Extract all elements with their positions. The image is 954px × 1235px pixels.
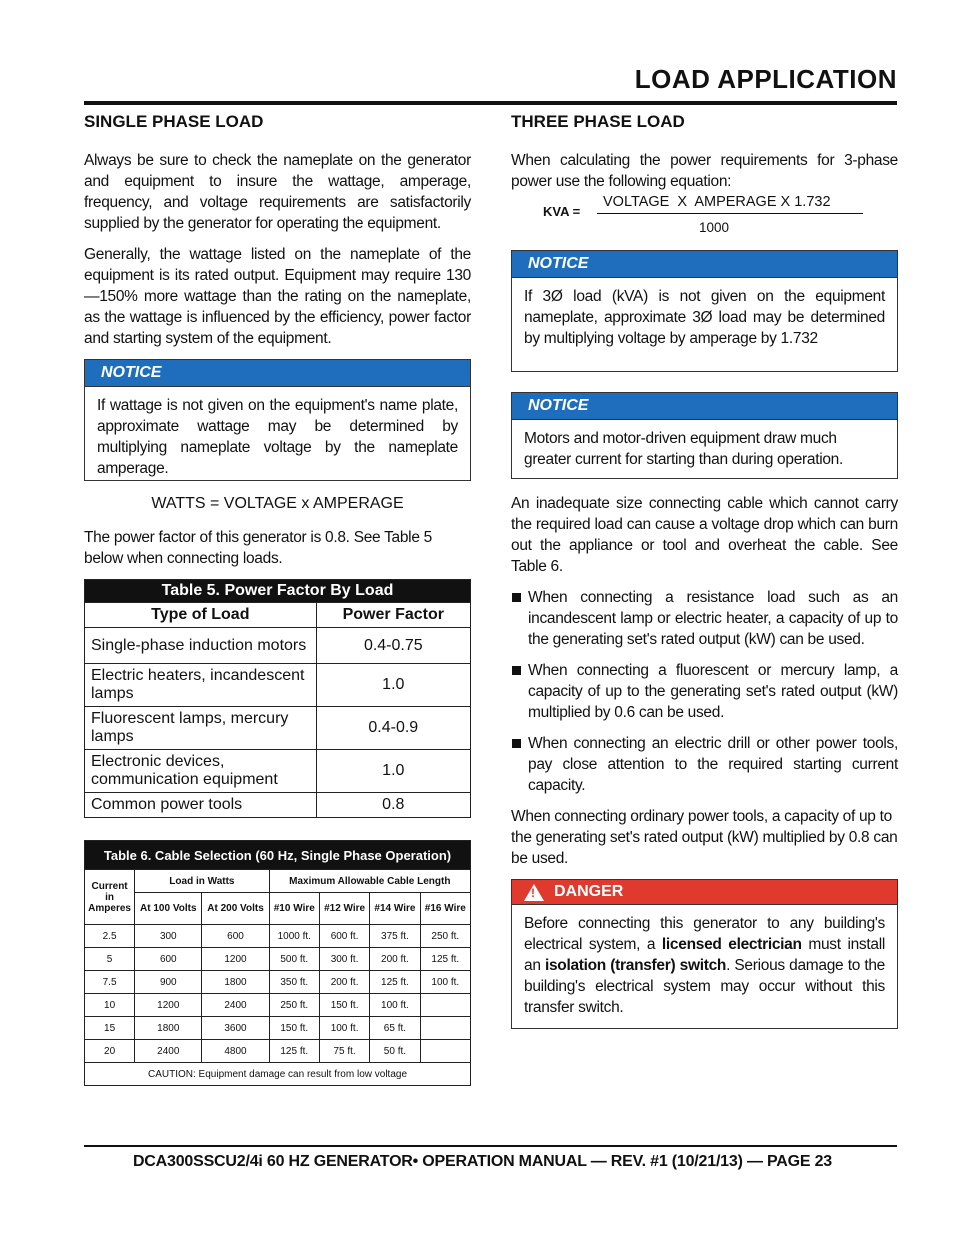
right-column — [511, 112, 898, 1043]
table-header: #16 Wire — [420, 893, 470, 925]
kva-formula — [511, 194, 898, 242]
table-cell: 100 ft. — [370, 994, 420, 1017]
table-cell: 350 ft. — [269, 971, 319, 994]
notice-box — [511, 250, 898, 372]
table-cell: 1800 — [202, 971, 269, 994]
table-cell: 200 ft. — [370, 948, 420, 971]
table-header: Current in Amperes — [85, 870, 135, 925]
table-cell: 100 ft. — [319, 1017, 369, 1040]
left-column — [84, 112, 471, 1086]
table-cell: Electronic devices, communication equipment — [85, 750, 317, 793]
table-cell: 0.4-0.9 — [316, 707, 470, 750]
table-cell: 2400 — [202, 994, 269, 1017]
table-cell: 75 ft. — [319, 1040, 369, 1063]
table-header: Power Factor — [316, 603, 470, 628]
table-cell: 65 ft. — [370, 1017, 420, 1040]
three-phase-heading: THREE PHASE LOAD — [511, 112, 685, 131]
table-row — [85, 925, 471, 948]
table-cell: 250 ft. — [420, 925, 470, 948]
formula-numerator: VOLTAGE X AMPERAGE X 1.732 — [603, 194, 831, 210]
table-cell — [420, 1040, 470, 1063]
table-cell: 1800 — [135, 1017, 202, 1040]
paragraph: When connecting ordinary power tools, a capacity of up to the generating set's rated output (kW) multiplied by 0.8 can be used. — [511, 808, 898, 867]
table-row — [85, 971, 471, 994]
footer-rule — [84, 1145, 897, 1147]
paragraph: Generally, the wattage listed on the nameplate of the equipment is its rated output. Equipment may require 130—150% more wattage than the rating on the nameplate, as the wattage is influenced by the efficiency, power factor and starting system of the equipment. — [84, 246, 471, 347]
table-header: Type of Load — [85, 603, 317, 628]
table-caption: Table 6. Cable Selection (60 Hz, Single Phase Operation) — [85, 841, 471, 870]
table-cell: 300 ft. — [319, 948, 369, 971]
table-row — [85, 1040, 471, 1063]
table-cell: 600 — [135, 948, 202, 971]
table-cell: 1.0 — [316, 664, 470, 707]
table-row — [85, 994, 471, 1017]
table-cell: 2.5 — [85, 925, 135, 948]
list-item: When connecting a resistance load such as an incandescent lamp or electric heater, a capacity of up to the generating set's rated output (kW) can be used. — [511, 587, 898, 650]
cable-selection-table — [84, 840, 471, 1086]
table-cell: 125 ft. — [420, 948, 470, 971]
danger-header — [512, 880, 897, 905]
table-cell: Common power tools — [85, 793, 317, 818]
table-cell: 15 — [85, 1017, 135, 1040]
bullet-square-icon — [512, 666, 521, 675]
table-cell: 10 — [85, 994, 135, 1017]
paragraph: When calculating the power requirements for 3-phase power use the following equation: — [511, 152, 898, 190]
notice-label: NOTICE — [512, 251, 897, 278]
table-cell: 7.5 — [85, 971, 135, 994]
notice-box — [84, 359, 471, 481]
table-cell: 2400 — [135, 1040, 202, 1063]
notice-label: NOTICE — [512, 393, 897, 420]
paragraph: An inadequate size connecting cable which cannot carry the required load can cause a voltage drop which can burn out the appliance or tool and overheat the cable. See Table 6. — [511, 495, 898, 575]
table-header: #12 Wire — [319, 893, 369, 925]
table-row — [85, 1017, 471, 1040]
table-cell: 600 — [202, 925, 269, 948]
table-cell — [420, 994, 470, 1017]
notice-label: NOTICE — [85, 360, 470, 387]
table-cell: 600 ft. — [319, 925, 369, 948]
table-cell: 375 ft. — [370, 925, 420, 948]
table-header: At 200 Volts — [202, 893, 269, 925]
list-item: When connecting a fluorescent or mercury lamp, a capacity of up to the generating set's rated output (kW) multiplied by 0.6 can be used. — [511, 660, 898, 723]
table-cell — [420, 1017, 470, 1040]
notice-box — [511, 392, 898, 479]
table-cell: 50 ft. — [370, 1040, 420, 1063]
table-cell: 0.4-0.75 — [316, 628, 470, 664]
table-cell: 150 ft. — [319, 994, 369, 1017]
table-row — [85, 948, 471, 971]
table-cell: 1000 ft. — [269, 925, 319, 948]
table-cell: 4800 — [202, 1040, 269, 1063]
danger-box — [511, 879, 898, 1029]
table-cell: 1.0 — [316, 750, 470, 793]
power-factor-paragraph: The power factor of this generator is 0.8. See Table 5 below when connecting loads. — [84, 529, 432, 567]
bullet-square-icon — [512, 739, 521, 748]
paragraph: Always be sure to check the nameplate on the generator and equipment to insure the wattage, amperage, frequency, and voltage requirements are satisfactorily supplied by the generator for operating the equipment. — [84, 152, 471, 232]
table-cell: 100 ft. — [420, 971, 470, 994]
bullet-square-icon — [512, 593, 521, 602]
notice-text: If wattage is not given on the equipment's name plate, approximate wattage may be determined by multiplying nameplate voltage by the nameplate amperage. — [97, 397, 458, 477]
table-cell: 1200 — [135, 994, 202, 1017]
table-caption: Table 5. Power Factor By Load — [85, 580, 471, 603]
table-cell: 500 ft. — [269, 948, 319, 971]
formula-lhs: KVA = — [543, 204, 581, 219]
notice-text: Motors and motor-driven equipment draw much greater current for starting than during operation. — [524, 430, 844, 468]
danger-text: Before connecting this generator to any building's electrical system, a licensed electrician must install an isolation (transfer) switch. Serious damage to the building's electrical system may occur without this transfer switch. — [524, 915, 885, 1016]
table-cell: 250 ft. — [269, 994, 319, 1017]
title-rule — [84, 101, 897, 105]
power-factor-table — [84, 579, 471, 818]
table-cell: 200 ft. — [319, 971, 369, 994]
table-header: At 100 Volts — [135, 893, 202, 925]
table-header: Maximum Allowable Cable Length — [269, 870, 470, 893]
page-footer: DCA300SSCU2/4i 60 HZ GENERATOR• OPERATION MANUAL — REV. #1 (10/21/13) — PAGE 23 — [132, 1153, 832, 1170]
danger-label: DANGER — [554, 883, 624, 900]
table-cell: 900 — [135, 971, 202, 994]
formula-denominator: 1000 — [699, 220, 730, 235]
table-cell: Fluorescent lamps, mercury lamps — [85, 707, 317, 750]
table-cell: 3600 — [202, 1017, 269, 1040]
table-cell: Single-phase induction motors — [85, 628, 317, 664]
table-cell: 300 — [135, 925, 202, 948]
table-cell: 125 ft. — [269, 1040, 319, 1063]
warning-triangle-icon — [524, 884, 544, 901]
table-cell: 0.8 — [316, 793, 470, 818]
table-header: #14 Wire — [370, 893, 420, 925]
bullet-list — [511, 587, 898, 796]
table-cell: 150 ft. — [269, 1017, 319, 1040]
page-title: LOAD APPLICATION — [634, 64, 897, 94]
table-cell: 1200 — [202, 948, 269, 971]
table-cell: 5 — [85, 948, 135, 971]
single-phase-heading: SINGLE PHASE LOAD — [84, 112, 264, 131]
table-footer: CAUTION: Equipment damage can result from low voltage — [85, 1063, 471, 1086]
fraction-bar — [597, 213, 863, 214]
table-header: #10 Wire — [269, 893, 319, 925]
notice-text: If 3Ø load (kVA) is not given on the equipment nameplate, approximate 3Ø load may be determined by multiplying voltage by amperage by 1.732 — [524, 288, 885, 347]
watts-equation: WATTS = VOLTAGE x AMPERAGE — [151, 495, 404, 512]
list-item: When connecting an electric drill or other power tools, pay close attention to the required starting current capacity. — [511, 733, 898, 796]
table-cell: 125 ft. — [370, 971, 420, 994]
table-cell: Electric heaters, incandescent lamps — [85, 664, 317, 707]
table-header: Load in Watts — [135, 870, 269, 893]
table-cell: 20 — [85, 1040, 135, 1063]
